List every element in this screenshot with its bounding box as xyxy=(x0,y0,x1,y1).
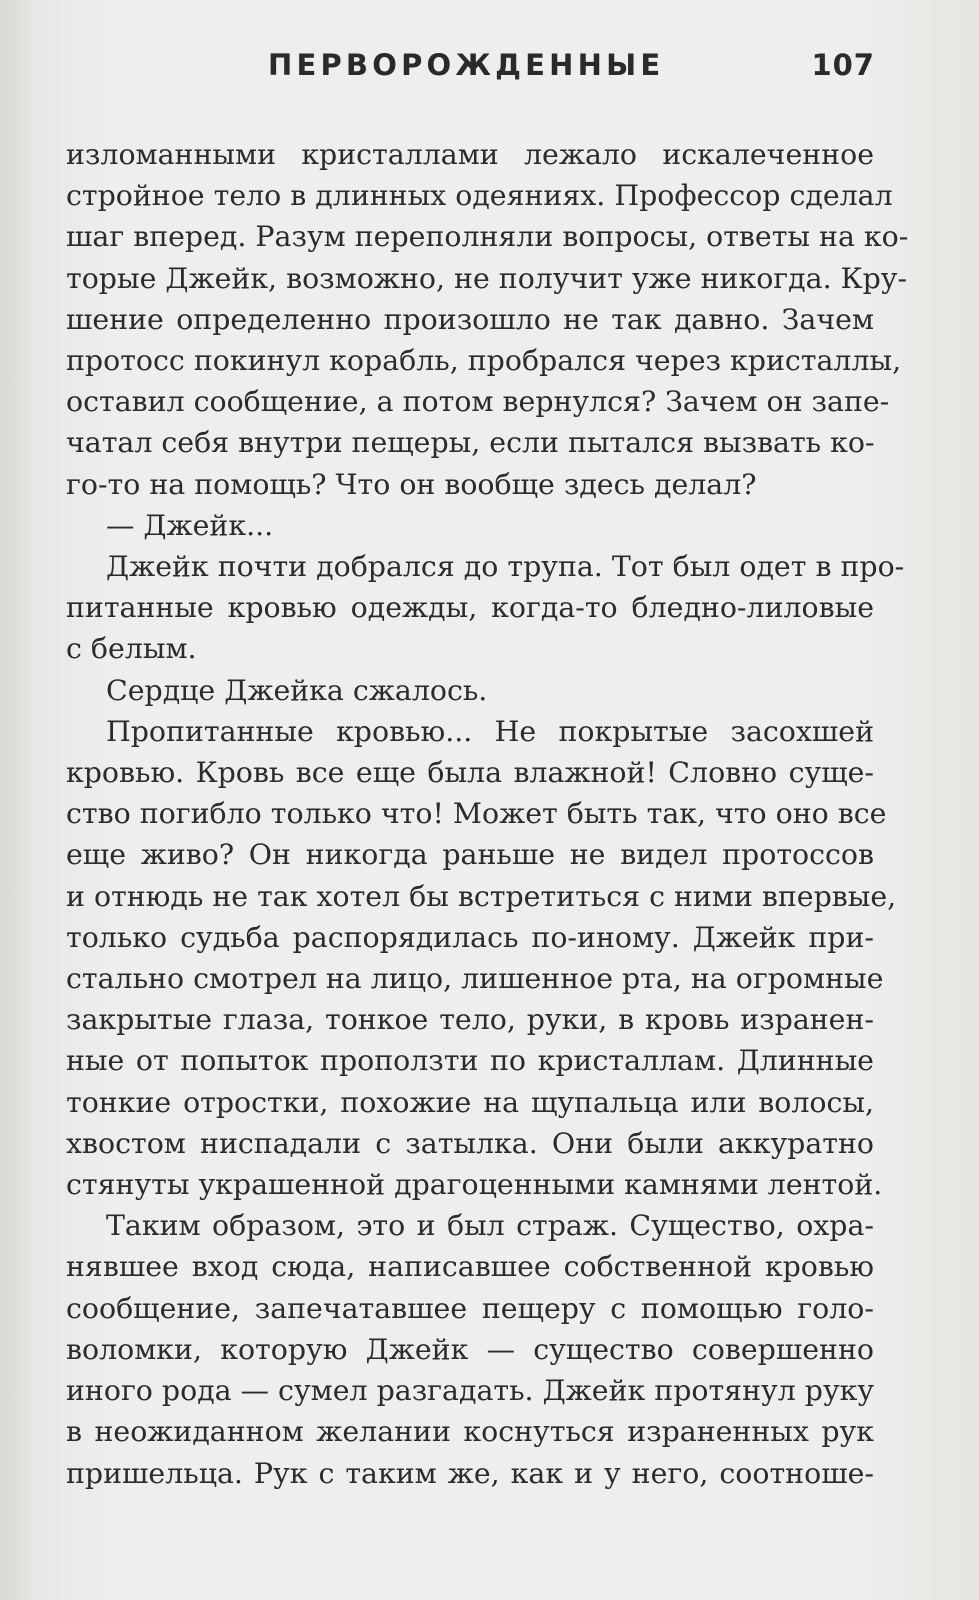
text-line: нявшее вход сюда, написавшее собственной кровью xyxy=(66,1250,874,1284)
body-text xyxy=(66,134,909,1494)
text-line: с белым. xyxy=(66,632,197,666)
text-line: питанные кровью одежды, когда-то бледно-лиловые xyxy=(66,591,874,625)
running-title: ПЕРВОРОЖДЕННЫЕ xyxy=(268,48,665,82)
text-line: пришельца. Рук с таким же, как и у него, соотноше- xyxy=(66,1456,874,1490)
text-line: воломки, которую Джейк — существо совершенно xyxy=(66,1332,874,1366)
text-line: Пропитанные кровью... Не покрытые засохшей xyxy=(106,714,874,748)
text-line: изломанными кристаллами лежало искалеченное xyxy=(66,138,874,171)
text-line: Сердце Джейка сжалось. xyxy=(106,673,488,707)
text-line: стройное тело в длинных одеяниях. Профессор сделал xyxy=(66,179,893,213)
text-line: тонкие отростки, похожие на щупальца или волосы, xyxy=(66,1085,874,1119)
text-line: и отнюдь не так хотел бы встретиться с ними впервые, xyxy=(66,879,897,913)
text-line: шение определенно произошло не так давно. Зачем xyxy=(66,302,874,336)
text-line: го-то на помощь? Что он вообще здесь делал? xyxy=(66,467,757,501)
text-line: чатал себя внутри пещеры, если пытался вызвать ко- xyxy=(66,426,875,460)
text-line: протосс покинул корабль, пробрался через кристаллы, xyxy=(66,344,902,378)
text-line: хвостом ниспадали с затылка. Они были аккуратно xyxy=(66,1126,874,1160)
text-line: закрытые глаза, тонкое тело, руки, в кровь изранен- xyxy=(66,1003,874,1037)
text-line: кровью. Кровь все еще была влажной! Словно суще- xyxy=(66,756,874,790)
text-line: стянуты украшенной драгоценными камнями лентой. xyxy=(66,1168,883,1202)
text-line: в неожиданном желании коснуться израненных рук xyxy=(66,1415,874,1449)
text-line: торые Джейк, возможно, не получит уже никогда. Кру- xyxy=(66,261,908,295)
text-line: оставил сообщение, а потом вернулся? Зачем он запе- xyxy=(66,385,890,419)
text-line: Джейк почти добрался до трупа. Тот был одет в про- xyxy=(106,550,905,584)
text-line: Таким образом, это и был страж. Существо, охра- xyxy=(106,1209,874,1243)
text-line: сообщение, запечатавшее пещеру с помощью голо- xyxy=(66,1291,874,1325)
text-line: только судьба распорядилась по-иному. Джейк при- xyxy=(66,920,874,954)
text-line: стально смотрел на лицо, лишенное рта, на огромные xyxy=(66,962,884,996)
text-line: еще живо? Он никогда раньше не видел протоссов xyxy=(66,838,874,872)
text-line: ные от попыток проползти по кристаллам. Длинные xyxy=(66,1044,874,1078)
text-line: иного рода — сумел разгадать. Джейк протянул руку xyxy=(66,1374,875,1408)
text-line: шаг вперед. Разум переполняли вопросы, ответы на ко- xyxy=(66,220,909,254)
page-number: 107 xyxy=(811,48,875,82)
text-line: — Джейк... xyxy=(106,508,274,542)
page-header xyxy=(0,44,979,94)
text-line: ство погибло только что! Может быть так, что оно все xyxy=(66,797,887,831)
